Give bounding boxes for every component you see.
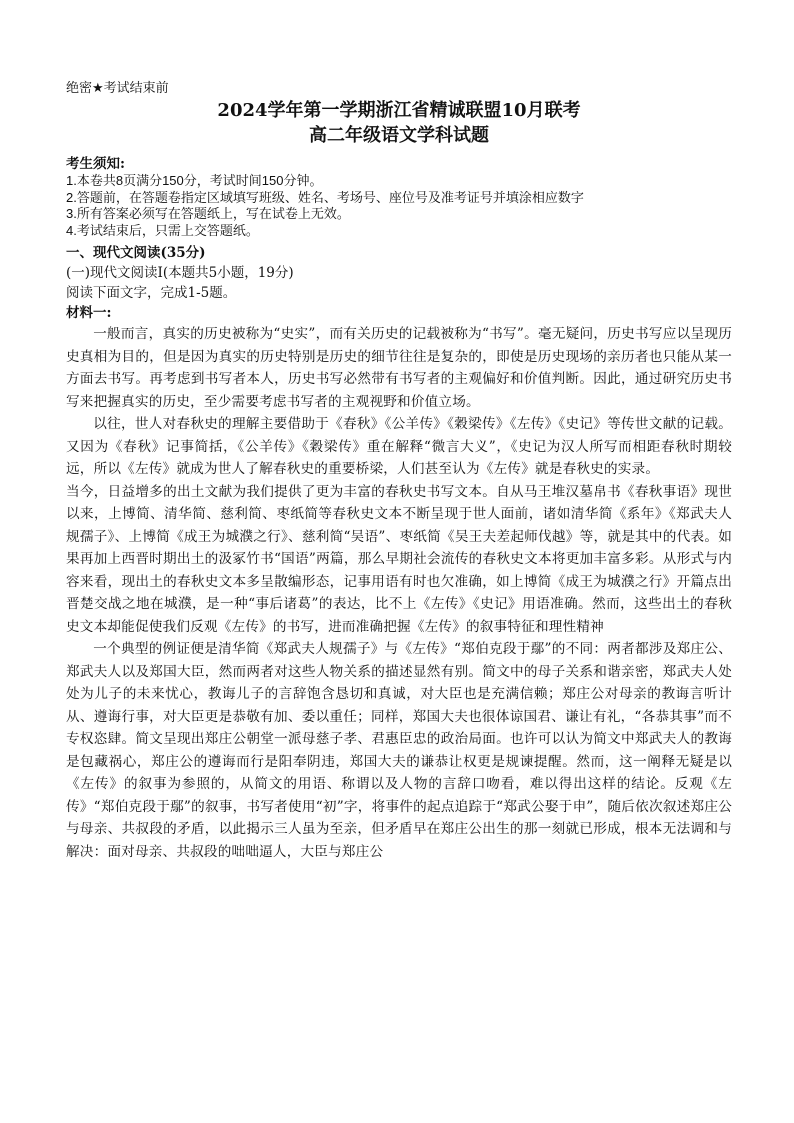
exam-title: 2024学年第一学期浙江省精诚联盟10月联考: [217, 100, 581, 121]
notice-item-2: 2.答题前，在答题卷指定区域填写班级、姓名、考场号、座位号及准考证号并填涂相应数字: [66, 189, 584, 205]
paragraph-3: 当今，日益增多的出土文献为我们提供了更为丰富的春秋史书写文本。自从马王堆汉墓帛书《春秋事语》现世以来，上博简、清华简、慈利简、枣纸简等春秋史文本不断呈现于世人面前，诸如清华简《系年》《郑武夫人规孺子》、上博简《成王为城濮之行》、慈利简“吴语”、枣纸简《吴王夫差起师伐越》等，就是其中的代表。如果再加上西晋时期出土的汲冢竹书“国语”两篇，那么早期社会流传的春秋史文本将更加丰富多彩。从形式与内容来看，现出土的春秋史文本多呈散编形态，记事用语有时也欠准确，如上博简《成王为城濮之行》开篇点出晋楚交战之地在城濮，是一种“事后诸葛”的表达，比不上《左传》《史记》用语准确。然而，这些出土的春秋史文本却能促使我们反观《左传》的书写，进而准确把握《左传》的叙事特征和理性精神: [66, 483, 732, 635]
paragraph-2: 以往，世人对春秋史的理解主要借助于《春秋》《公羊传》《穀梁传》《左传》《史记》等传世文献的记载。又因为《春秋》记事简括，《公羊传》《穀梁传》重在解释“微言大义”，《史记为汉人所写而相距春秋时期较远，所以《左传》就成为世人了解春秋史的重要桥梁，人们甚至认为《左传》就是春秋史的实录。: [66, 416, 732, 477]
paragraph-1: 一般而言，真实的历史被称为“史实”，而有关历史的记载被称为“书写”。毫无疑问，历史书写应以呈现历史真相为目的，但是因为真实的历史特别是历史的细节往往是复杂的，即使是历史现场的亲历者也只能从某一方面去书写。再考虑到书写者本人，历史书写必然带有书写者的主观偏好和价值判断。因此，通过研究历史书写来把握真实的历史，至少需要考虑书写者的主观视野和价值立场。: [66, 326, 732, 410]
notice-item-4: 4.考试结束后，只需上交答题纸。: [66, 222, 259, 238]
exam-subtitle: 高二年级语文学科试题: [309, 125, 489, 146]
secret-label: 绝密★考试结束前: [66, 81, 169, 96]
material-label: 材料一:: [66, 305, 112, 321]
reading-instruction: 阅读下面文字，完成1-5题。: [66, 285, 237, 301]
notice-heading: 考生须知:: [66, 156, 125, 172]
sub-section-heading: (一)现代文阅读I(本题共5小题，19分): [66, 265, 294, 281]
notice-item-3: 3.所有答案必须写在答题纸上，写在试卷上无效。: [66, 206, 350, 221]
section-heading: 一、现代文阅读(35分): [66, 245, 206, 261]
paragraph-4: 一个典型的例证便是清华简《郑武夫人规孺子》与《左传》“郑伯克段于鄢”的不同：两者都涉及郑庄公、郑武夫人以及郑国大臣，然而两者对这些人物关系的描述显然有别。简文中的母子关系和谐亲密，郑武夫人处处为儿子的未来忧心，教诲儿子的言辞饱含恳切和真诚，对大臣也是充满信赖；郑庄公对母亲的教诲言听计从、遵诲行事，对大臣更是恭敬有加、委以重任；同样，郑国大夫也很体谅国君、谦让有礼，“各恭其事”而不专权恣肆。简文呈现出郑庄公朝堂一派母慈子孝、君惠臣忠的政治局面。也许可以认为简文中郑武夫人的教诲是包藏祸心，郑庄公的遵诲而行是阳奉阴违，郑国大夫的谦恭让权更是规谏提醒。然而，这一阐释无疑是以《左传》的叙事为参照的，从简文的用语、称谓以及人物的言辞口吻看，难以得出这样的结论。反观《左传》“郑伯克段于鄢”的叙事，书写者使用“初”字，将事件的起点追踪于“郑武公娶于申”，随后依次叙述郑庄公与母亲、共叔段的矛盾，以此揭示三人虽为至亲，但矛盾早在郑庄公出生的那一刻就已形成，根本无法调和与解决：面对母亲、共叔段的咄咄逼人，大臣与郑庄公: [66, 641, 732, 860]
notice-item-1: 1.本卷共8页满分150分，考试时间150分钟。: [66, 173, 323, 188]
